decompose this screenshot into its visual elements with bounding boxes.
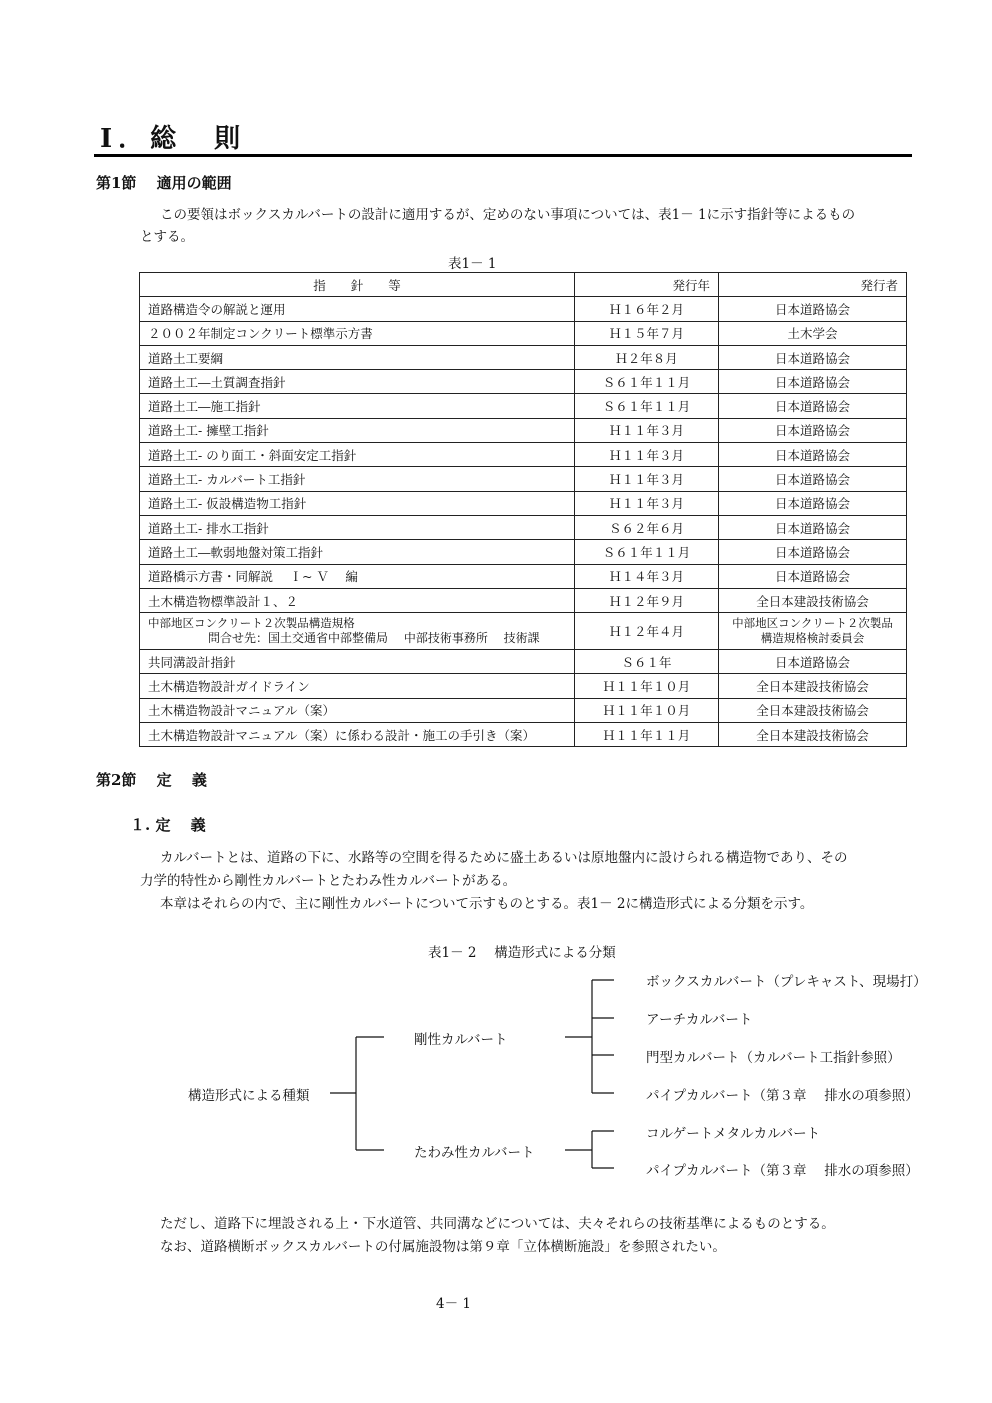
chapter-title: Ⅰ．総 則 bbox=[100, 124, 247, 154]
section2-para2: 本章はそれらの内で、主に剛性カルバートについて示すものとする。表1－ 2に構造形式による分類を示す。 bbox=[160, 896, 814, 912]
cell-year: Ｈ１４年３月 bbox=[575, 564, 719, 588]
cell-year: Ｈ１２年９月 bbox=[575, 588, 719, 612]
cell-guideline: 道路土工- のり面工・斜面安定工指針 bbox=[140, 443, 575, 467]
cell-guideline: 道路土工要綱 bbox=[140, 345, 575, 369]
special-year: Ｈ１２年４月 bbox=[575, 613, 719, 650]
cell-publisher: 日本道路協会 bbox=[719, 394, 907, 418]
cell-publisher: 日本道路協会 bbox=[719, 515, 907, 539]
section1-para-line2: とする。 bbox=[140, 229, 194, 245]
page-number: 4－ 1 bbox=[436, 1296, 471, 1312]
cell-guideline: 道路構造令の解説と運用 bbox=[140, 297, 575, 321]
section2-para1-line2: 力学的特性から剛性カルバートとたわみ性カルバートがある。 bbox=[140, 873, 517, 889]
tree-rigid-item: パイプカルバート（第３章 排水の項参照） bbox=[646, 1088, 919, 1104]
header-publisher: 発行者 bbox=[719, 273, 907, 297]
cell-publisher: 日本道路協会 bbox=[719, 540, 907, 564]
section2-subheading: １. 定 義 bbox=[130, 816, 206, 834]
cell-year: Ｈ１１年１１月 bbox=[575, 723, 719, 747]
tree-flexible-item: コルゲートメタルカルバート bbox=[646, 1126, 821, 1142]
cell-year: Ｈ１１年３月 bbox=[575, 467, 719, 491]
cell-guideline: 道路土工- カルバート工指針 bbox=[140, 467, 575, 491]
cell-year: Ｈ１５年７月 bbox=[575, 321, 719, 345]
cell-guideline: 土木構造物設計マニュアル（案） bbox=[140, 698, 575, 722]
header-year: 発行年 bbox=[575, 273, 719, 297]
cell-year: Ｈ１１年３月 bbox=[575, 443, 719, 467]
section1-para-line1: この要領はボックスカルバートの設計に適用するが、定めのない事項については、表1－ 1に示す指針等によるもの bbox=[160, 207, 856, 223]
cell-guideline: 道路橋示方書・同解説 Ｉ~ Ｖ 編 bbox=[140, 564, 575, 588]
table1-caption: 表1－ 1 bbox=[448, 256, 497, 272]
cell-publisher: 土木学会 bbox=[719, 321, 907, 345]
cell-guideline: 土木構造物設計ガイドライン bbox=[140, 674, 575, 698]
cell-publisher: 日本道路協会 bbox=[719, 370, 907, 394]
cell-year: Ｈ１１年１０月 bbox=[575, 674, 719, 698]
table2-caption: 表1－ 2 構造形式による分類 bbox=[428, 945, 616, 961]
header-guideline: 指 針 等 bbox=[140, 273, 575, 297]
cell-year: Ｓ６２年６月 bbox=[575, 515, 719, 539]
cell-guideline: 道路土工- 排水工指針 bbox=[140, 515, 575, 539]
section2-heading: 第2節 定 義 bbox=[96, 771, 207, 789]
tree-rigid: 剛性カルバート bbox=[414, 1032, 508, 1048]
cell-publisher: 日本道路協会 bbox=[719, 297, 907, 321]
cell-publisher: 全日本建設技術協会 bbox=[719, 698, 907, 722]
cell-publisher: 日本道路協会 bbox=[719, 491, 907, 515]
cell-guideline: 共同溝設計指針 bbox=[140, 650, 575, 674]
cell-guideline: 道路土工―軟弱地盤対策工指針 bbox=[140, 540, 575, 564]
cell-guideline: 土木構造物標準設計１、２ bbox=[140, 588, 575, 612]
tree-flexible-item: パイプカルバート（第３章 排水の項参照） bbox=[646, 1163, 919, 1179]
cell-guideline: 土木構造物設計マニュアル（案）に係わる設計・施工の手引き（案） bbox=[140, 723, 575, 747]
special-note: 問合せ先：国土交通省中部整備局 中部技術事務所 技術課 bbox=[208, 631, 540, 646]
cell-guideline: 道路土工―施工指針 bbox=[140, 394, 575, 418]
section2-para1-line1: カルバートとは、道路の下に、水路等の空間を得るために盛土あるいは原地盤内に設けられる構造物であり、その bbox=[160, 850, 848, 866]
special-publisher-line1: 中部地区コンクリート２次製品 bbox=[732, 616, 893, 631]
special-title: 中部地区コンクリート２次製品構造規格 bbox=[148, 616, 355, 631]
cell-publisher: 日本道路協会 bbox=[719, 564, 907, 588]
cell-publisher: 全日本建設技術協会 bbox=[719, 674, 907, 698]
cell-year: Ｓ６１年１１月 bbox=[575, 394, 719, 418]
tree-rigid-item: ボックスカルバート（プレキャスト、現場打） bbox=[646, 974, 927, 990]
tree-rigid-item: 門型カルバート（カルバート工指針参照） bbox=[646, 1050, 901, 1066]
tree-flexible: たわみ性カルバート bbox=[414, 1145, 535, 1161]
section1-heading: 第1節 適用の範囲 bbox=[96, 174, 232, 192]
closing-line1: ただし、道路下に埋設される上・下水道管、共同溝などについては、夫々それらの技術基準によるものとする。 bbox=[160, 1216, 835, 1232]
cell-publisher: 全日本建設技術協会 bbox=[719, 723, 907, 747]
cell-year: Ｓ６１年１１月 bbox=[575, 540, 719, 564]
cell-publisher: 日本道路協会 bbox=[719, 345, 907, 369]
closing-line2: なお、道路横断ボックスカルバートの付属施設物は第９章「立体横断施設」を参照されたい。 bbox=[160, 1239, 726, 1255]
special-publisher-line2: 構造規格検討委員会 bbox=[760, 631, 865, 646]
cell-year: Ｈ１１年１０月 bbox=[575, 698, 719, 722]
cell-publisher: 日本道路協会 bbox=[719, 443, 907, 467]
tree-rigid-item: アーチカルバート bbox=[646, 1012, 753, 1028]
tree-root: 構造形式による種類 bbox=[188, 1088, 310, 1104]
cell-publisher: 全日本建設技術協会 bbox=[719, 588, 907, 612]
cell-year: Ｓ６１年１１月 bbox=[575, 370, 719, 394]
cell-guideline: 道路土工- 擁壁工指針 bbox=[140, 418, 575, 442]
cell-publisher: 日本道路協会 bbox=[719, 467, 907, 491]
cell-publisher: 日本道路協会 bbox=[719, 650, 907, 674]
cell-guideline: ２００２年制定コンクリート標準示方書 bbox=[140, 321, 575, 345]
cell-year: Ｈ１６年２月 bbox=[575, 297, 719, 321]
cell-guideline: 道路土工―土質調査指針 bbox=[140, 370, 575, 394]
cell-year: Ｈ１１年３月 bbox=[575, 491, 719, 515]
cell-year: Ｈ１１年３月 bbox=[575, 418, 719, 442]
cell-guideline: 道路土工- 仮設構造物工指針 bbox=[140, 491, 575, 515]
cell-year: Ｓ６１年 bbox=[575, 650, 719, 674]
cell-publisher: 日本道路協会 bbox=[719, 418, 907, 442]
cell-year: Ｈ２年８月 bbox=[575, 345, 719, 369]
